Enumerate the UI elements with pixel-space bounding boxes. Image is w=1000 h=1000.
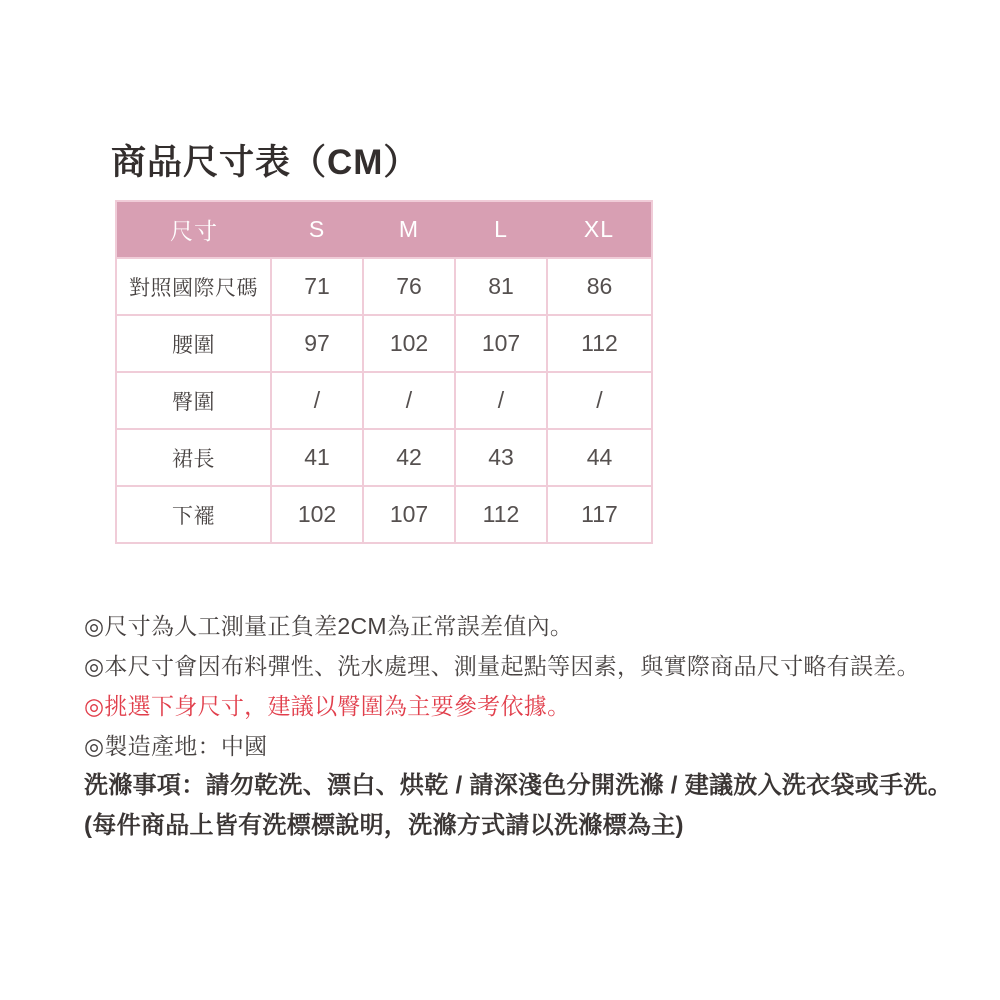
washing-label-note: (每件商品上皆有洗標標說明，洗滌方式請以洗滌標為主) (84, 812, 684, 839)
size-table-header-cell: XL (547, 201, 652, 258)
page-title: 商品尺寸表（CM） (111, 143, 420, 182)
size-table-header-cell: M (363, 201, 455, 258)
note-hip-reference: ◎挑選下身尺寸，建議以臀圍為主要參考依據。 (84, 693, 571, 719)
size-value-cell: 81 (455, 258, 547, 315)
size-value-cell: 44 (547, 429, 652, 486)
size-table-row (116, 315, 652, 372)
size-value-cell: 107 (455, 315, 547, 372)
size-value-cell: 43 (455, 429, 547, 486)
row-label-cell: 下襬 (116, 486, 271, 543)
size-table-row (116, 372, 652, 429)
size-table-header-cell: S (271, 201, 363, 258)
size-table-body (116, 258, 652, 543)
size-value-cell: / (363, 372, 455, 429)
size-table-row (116, 429, 652, 486)
size-value-cell: 86 (547, 258, 652, 315)
size-value-cell: / (271, 372, 363, 429)
size-table (115, 200, 653, 544)
size-value-cell: 71 (271, 258, 363, 315)
size-value-cell: 97 (271, 315, 363, 372)
size-value-cell: 76 (363, 258, 455, 315)
size-value-cell: 112 (455, 486, 547, 543)
row-label-cell: 對照國際尺碼 (116, 258, 271, 315)
size-value-cell: 102 (271, 486, 363, 543)
size-value-cell: 107 (363, 486, 455, 543)
note-measurement-tolerance: ◎尺寸為人工測量正負差2CM為正常誤差值內。 (84, 613, 574, 639)
size-table-row (116, 486, 652, 543)
row-label-cell: 裙長 (116, 429, 271, 486)
size-value-cell: / (455, 372, 547, 429)
washing-instructions: 洗滌事項：請勿乾洗、漂白、烘乾 / 請深淺色分開洗滌 / 建議放入洗衣袋或手洗。 (84, 772, 953, 799)
size-value-cell: 41 (271, 429, 363, 486)
size-table-row (116, 258, 652, 315)
size-value-cell: 112 (547, 315, 652, 372)
size-table-header-cell: L (455, 201, 547, 258)
size-value-cell: 42 (363, 429, 455, 486)
note-size-variation: ◎本尺寸會因布料彈性、洗水處理、測量起點等因素，與實際商品尺寸略有誤差。 (84, 653, 920, 679)
size-value-cell: / (547, 372, 652, 429)
note-origin: ◎製造產地：中國 (84, 733, 268, 759)
row-label-cell: 臀圍 (116, 372, 271, 429)
size-table-header-label: 尺寸 (116, 201, 271, 258)
size-table-header-row (116, 201, 652, 258)
notes-section (84, 606, 952, 846)
size-value-cell: 102 (363, 315, 455, 372)
size-value-cell: 117 (547, 486, 652, 543)
row-label-cell: 腰圍 (116, 315, 271, 372)
